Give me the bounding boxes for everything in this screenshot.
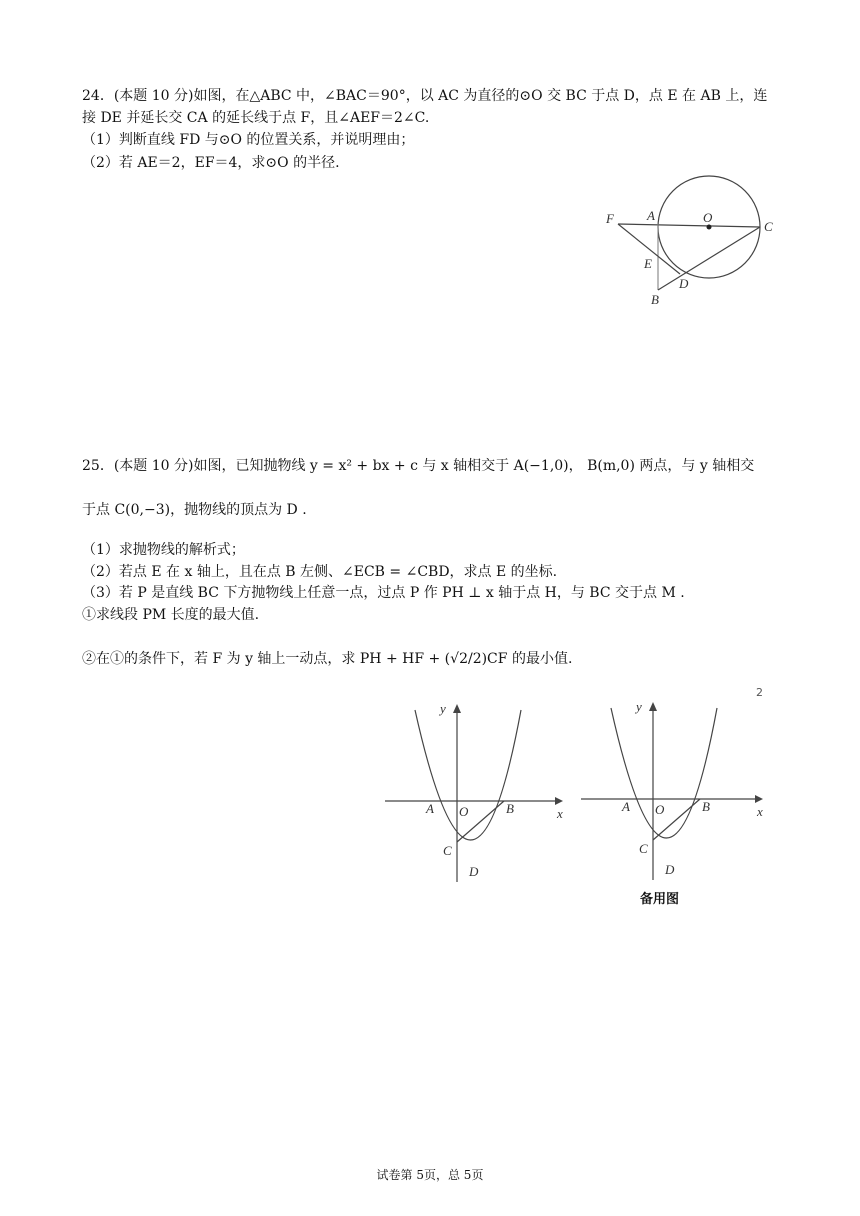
q25-fig2-label-A: A bbox=[622, 799, 630, 814]
page-footer: 试卷第 5页，总 5页 bbox=[376, 1168, 484, 1182]
q25-fig2-label-x: x bbox=[757, 804, 763, 819]
q25-fig2-label-y: y bbox=[636, 699, 642, 714]
q24-line2: 接 DE 并延长交 CA 的延长线于点 F，且∠AEF＝2∠C. bbox=[82, 110, 430, 126]
q24-circle-figure bbox=[596, 172, 786, 312]
q25-fig2-label-C: C bbox=[639, 841, 648, 856]
q25-fig1-label-x: x bbox=[557, 806, 563, 821]
q24-part1: （1）判断直线 FD 与⊙O 的位置关系，并说明理由； bbox=[82, 132, 415, 148]
q24-label-A: A bbox=[647, 208, 655, 223]
q24-label-E: E bbox=[644, 256, 652, 271]
q24-label-O: O bbox=[703, 210, 713, 225]
q24-part2: （2）若 AE＝2，EF＝4，求⊙O 的半径. bbox=[82, 155, 340, 171]
q25-line2: 于点 C(0,−3)，抛物线的顶点为 D . bbox=[82, 502, 307, 518]
q25-parabola-figure bbox=[380, 700, 570, 885]
q24-label-B: B bbox=[651, 292, 659, 307]
q25-part3: （3）若 P 是直线 BC 下方抛物线上任意一点，过点 P 作 PH ⊥ x 轴于点 H，与 BC 交于点 M . bbox=[82, 585, 685, 601]
q25-fig1-label-B: B bbox=[506, 801, 514, 816]
q24-label-C: C bbox=[764, 219, 773, 234]
q25-part2: （2）若点 E 在 x 轴上，且在点 B 左侧、∠ECB = ∠CBD，求点 E 的坐标. bbox=[82, 564, 558, 580]
q25-fig2-label-O: O bbox=[655, 802, 665, 817]
q24-label-F: F bbox=[606, 211, 614, 226]
q25-part1: （1）求抛物线的解析式； bbox=[82, 542, 245, 558]
q25-sub1: ①求线段 PM 长度的最大值. bbox=[82, 607, 260, 623]
q25-sub2: ②在①的条件下，若 F 为 y 轴上一动点，求 PH + HF + (√2/2)CF 的最小值. bbox=[82, 651, 573, 667]
q25-fig1-label-D: D bbox=[469, 864, 479, 879]
q24-label-D: D bbox=[679, 276, 689, 291]
spare-figure-caption: 备用图 bbox=[640, 892, 680, 907]
q25-fig2-label-B: B bbox=[702, 799, 710, 814]
q25-spare-figure bbox=[576, 698, 770, 883]
q25-fig2-label-D: D bbox=[665, 862, 675, 877]
q25-fig1-label-y: y bbox=[440, 701, 446, 716]
q25-line1: 25．(本题 10 分)如图，已知抛物线 y = x² + bx + c 与 x 轴相交于 A(−1,0)， B(m,0) 两点，与 y 轴相交 bbox=[82, 458, 755, 474]
q25-fig1-label-A: A bbox=[426, 801, 434, 816]
q24-line1: 24．(本题 10 分)如图，在△ABC 中，∠BAC＝90°，以 AC 为直径的⊙O 交 BC 于点 D，点 E 在 AB 上，连 bbox=[82, 88, 768, 104]
q25-fig1-label-C: C bbox=[443, 843, 452, 858]
corner-mark: 2 bbox=[756, 686, 763, 699]
q25-fig1-label-O: O bbox=[459, 804, 469, 819]
